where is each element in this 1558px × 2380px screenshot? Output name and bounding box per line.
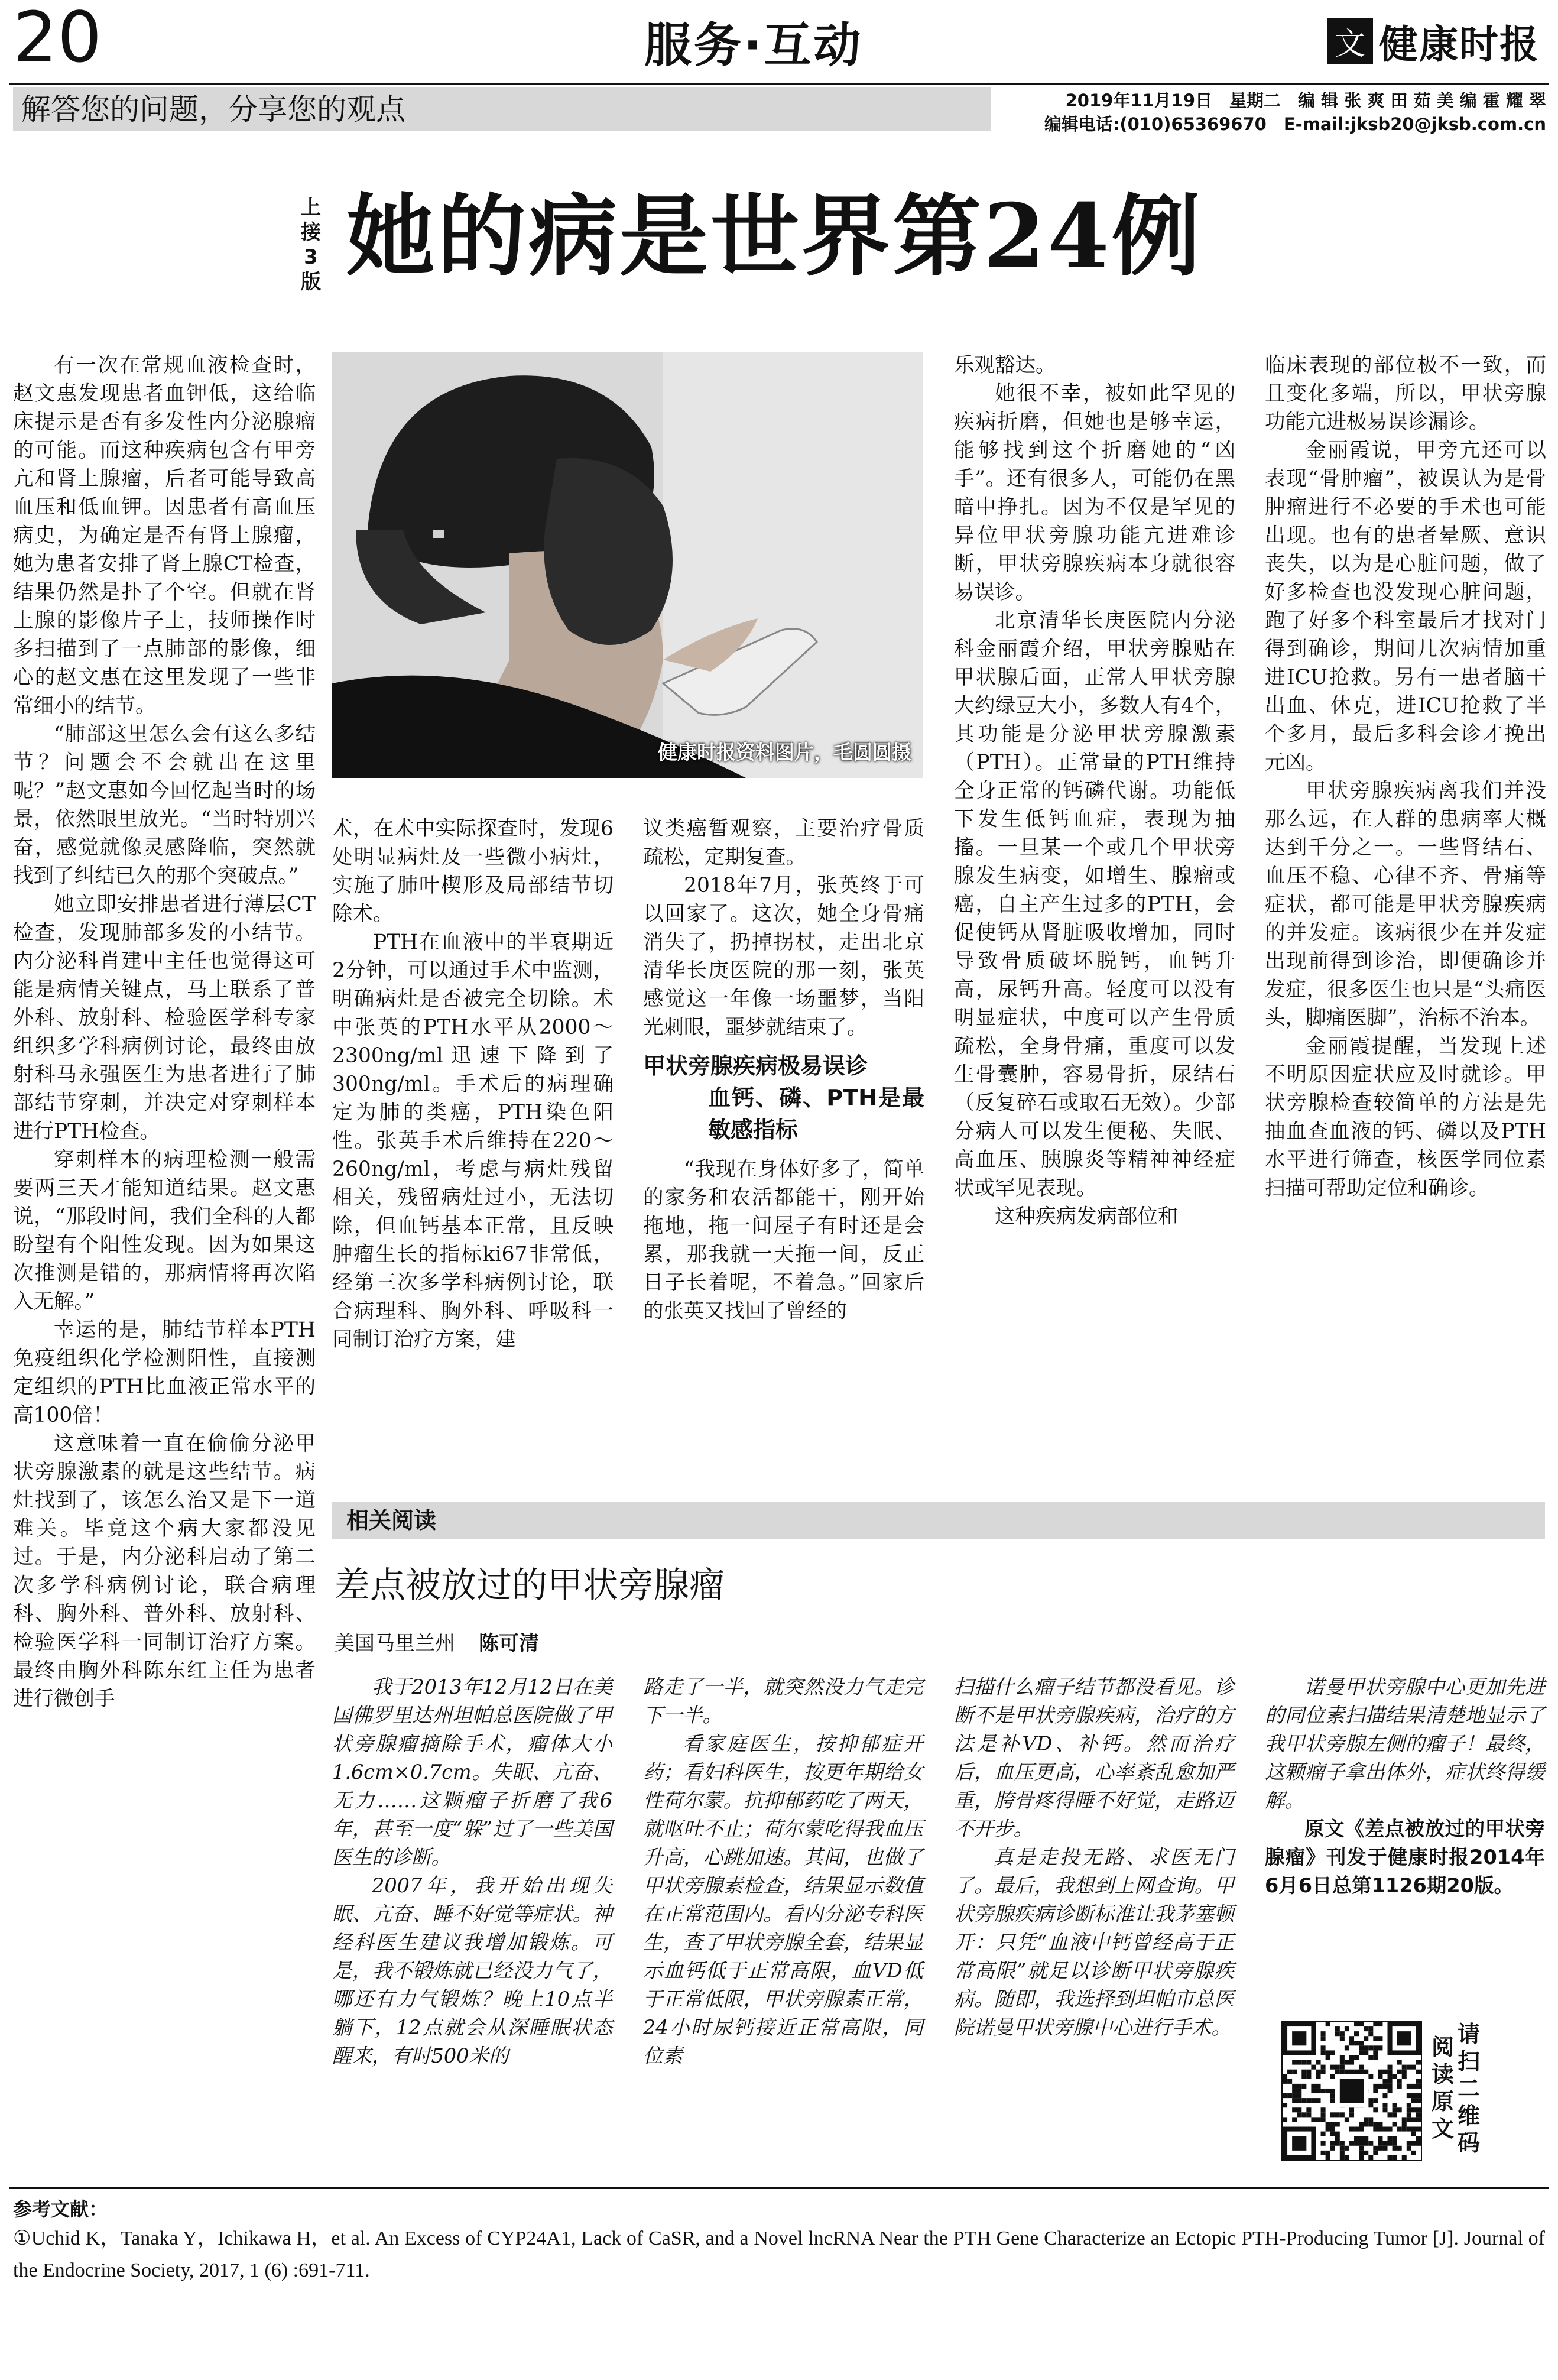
paragraph: 乐观豁达。 [954,354,1056,377]
author-name: 陈可清 [479,1632,539,1655]
contact-line: 编辑电话:(010)65369670 E-mail:jksb20@jksb.com.cn [1044,114,1546,134]
header-rule [9,83,1549,85]
related-column-2 [643,1673,923,2070]
paragraph: 甲状旁腺疾病离我们并没那么远，在人群的患病率大概达到千分之一。一些肾结石、血压不稳、心律不齐、骨痛等症状，都可能是甲状旁腺疾病的并发症。该病很少在并发症出现前得到诊治，即便确诊并发症，很多医生也只是“头痛医头，脚痛医脚”，治标不治本。 [1265,779,1546,1030]
paragraph: 2007年，我开始出现失眠、亢奋、睡不好觉等症状。神经科医生建议我增加锻炼。可是，我不锻炼就已经没力气了，哪还有力气锻炼？晚上10点半躺下，12点就会从深睡眠状态醒来，有时500米的 [332,1874,612,2067]
related-column-1 [332,1673,612,2070]
qr-label-a: 请扫二维码 [1457,2021,1480,2156]
paragraph: 诺曼甲状旁腺中心更加先进的同位素扫描结果清楚地显示了我甲状旁腺左侧的瘤子！最终，这颗瘤子拿出体外，症状终得缓解。 [1265,1675,1545,1812]
section-title: 服务·互动 [644,18,864,73]
article-subhead [643,1050,924,1146]
paragraph: PTH在血液中的半衰期近2分钟，可以通过手术中监测，明确病灶是否被完全切除。术中张英的PTH水平从2000～2300ng/ml迅速下降到了300ng/ml。手术后的病理确定为肺的类癌，PTH染色阳性。张英手术后维持在220～260ng/ml，考虑与病灶残留相关，残留病灶过小，无法切除，但血钙基本正常，且反映肿瘤生长的指标ki67非常低，经第三次多学科病例讨论，联合病理科、胸外科、呼吸科一同制订治疗方案，建 [332,930,614,1351]
qr-code-pattern [1283,2022,1421,2160]
references-text: ①Uchid K，Tanaka Y，Ichikawa H，et al. An Excess of CYP24A1, Lack of CaSR, and a Novel lncRNA Near the PTH Gene Characterize an Ectopic PTH-Producing Tumor [J]. Journal of the Endocrine Society, 2017, 1 (6) :691-711. [13,2227,1545,2281]
related-byline [335,1627,539,1656]
paragraph: 金丽霞提醒，当发现上述不明原因症状应及时就诊。甲状旁腺检查较简单的方法是先抽血查血液的钙、磷以及PTH水平进行筛查，核医学同位素扫描可帮助定位和确诊。 [1265,1035,1546,1200]
references-heading: 参考文献： [13,2198,108,2220]
article-photo [332,352,923,778]
related-column-4-text [1265,1673,1545,1815]
paragraph: “肺部这里怎么会有这么多结节？问题会不会就出在这里呢？”赵文惠如今回忆起当时的场景，依然眼里放光。“当时特别兴奋，感觉就像灵感降临，突然就找到了纠结已久的那个突破点。” [13,722,316,888]
paragraph: 路走了一半，就突然没力气走完下一半。 [643,1675,923,1727]
article-column-1 [13,351,316,1713]
paragraph: 穿刺样本的病理检测一般需要两三天才能知道结果。赵文惠说，“那段时间，我们全科的人都盼望有个阳性发现。因为如果这次推测是错的，那病情将再次陷入无解。” [13,1148,316,1314]
author-place: 美国马里兰州 [335,1632,455,1655]
headline: 她的病是世界第24例 [346,184,1203,288]
related-reading-bar [332,1502,1545,1539]
paragraph: 2018年7月，张英终于可以回家了。这次，她全身骨痛消失了，扔掉拐杖，走出北京清华长庚医院的那一刻，张英感觉这一年像一场噩梦，当阳光刺眼，噩梦就结束了。 [643,874,924,1039]
subhead-line-2: 血钙、磷、PTH是最敏感指标 [708,1085,924,1143]
paragraph: 扫描什么瘤子结节都没看见。诊断不是甲状旁腺疾病，治疗的方法是补VD、补钙。然而治疗后，血压更高，心率紊乱愈加严重，胯骨疼得睡不好觉，走路迈不开步。 [954,1675,1234,1840]
related-column-4 [1265,1673,1545,1900]
paragraph: 这种疾病发病部位和 [995,1205,1179,1228]
paragraph: 临床表现的部位极不一致，而且变化多端，所以，甲状旁腺功能亢进极易误诊漏诊。 [1265,354,1546,434]
article-column-4 [954,351,1235,1231]
paragraph: 看家庭医生，按抑郁症开药；看妇科医生，按更年期给女性荷尔蒙。抗抑郁药吃了两天，就呕吐不止；荷尔蒙吃得我血压升高，心跳加速。其间，也做了甲状旁腺素检查，结果显示数值在正常范围内。看内分泌专科医生，查了甲状旁腺全套，结果显示血钙低于正常高限，血VD低于正常低限，甲状旁腺素正常，24小时尿钙接近正常高限，同位素 [643,1732,923,2067]
paragraph: 幸运的是，肺结节样本PTH免疫组织化学检测阳性，直接测定组织的PTH比血液正常水平的高100倍！ [13,1318,316,1427]
qr-code[interactable] [1281,2021,1422,2161]
section-slogan: 解答您的问题，分享您的观点 [13,87,991,131]
photo-caption: 健康时报资料图片，毛圆圆摄 [658,741,911,764]
paragraph: 我于2013年12月12日在美国佛罗里达州坦帕总医院做了甲状旁腺瘤摘除手术，瘤体大小1.6cm×0.7cm。失眠、亢奋、无力……这颗瘤子折磨了我6年，甚至一度“躲”过了一些美国医生的诊断。 [332,1675,612,1869]
editor-info [1044,89,1546,136]
paragraph: 有一次在常规血液检查时，赵文惠发现患者血钾低，这给临床提示是否有多发性内分泌腺瘤的可能。而这种疾病包含有甲旁亢和肾上腺瘤，后者可能导致高血压和低血钾。因患者有高血压病史，为确定是否有肾上腺瘤，她为患者安排了肾上腺CT检查，结果仍然是扑了个空。但就在肾上腺的影像片子上，技师操作时多扫描到了一点肺部的影像，细心的赵文惠在这里发现了一些非常细小的结节。 [13,354,316,718]
article-column-2 [332,815,614,1354]
article-column-3-bottom [643,1155,924,1325]
paragraph: 北京清华长庚医院内分泌科金丽霞介绍，甲状旁腺贴在甲状腺后面，正常人甲状旁腺大约绿豆大小，多数人有4个，其功能是分泌甲状旁腺激素（PTH）。正常量的PTH维持全身正常的钙磷代谢。功能低下发生低钙血症，表现为抽搐。一旦某一个或几个甲状旁腺发生病变，如增生、腺瘤或癌，自主产生过多的PTH，会促使钙从肾脏吸收增加，同时导致骨质破坏脱钙，血钙升高，尿钙升高。轻度可以没有明显症状，中度可以产生骨质疏松，全身骨痛，重度可以发生骨囊肿，容易骨折，尿结石（反复碎石或取石无效）。少部分病人可以发生便秘、失眠、高血压、胰腺炎等精神神经症状或罕见表现。 [954,609,1235,1200]
subhead-line-1: 甲状旁腺疾病极易误诊 [643,1053,868,1079]
article-column-3-top [643,815,924,1042]
paragraph: 议类癌暂观察，主要治疗骨质疏松，定期复查。 [643,817,924,869]
logo-text: 健康时报 [1379,21,1540,67]
references-rule [9,2187,1549,2189]
jump-note: 上接3版 [301,196,321,294]
photo-illustration [332,352,923,778]
article-column-5 [1265,351,1546,1202]
page-number: 20 [13,0,102,78]
paragraph: 这意味着一直在偷偷分泌甲状旁腺激素的就是这些结节。病灶找到了，该怎么治又是下一道难关。毕竟这个病大家都没见过。于是，内分泌科启动了第二次多学科病例讨论，联合病理科、胸外科、普外科、放射科、检验医学科一同制订治疗方案。最终由胸外科陈东红主任为患者进行微创手 [13,1432,316,1711]
newspaper-logo [1327,13,1540,69]
logo-mark-icon: 文 [1327,18,1373,64]
related-title: 差点被放过的甲状旁腺瘤 [335,1565,725,1606]
paragraph: 她很不幸，被如此罕见的疾病折磨，但她也是够幸运，能够找到这个折磨她的“凶手”。还有很多人，可能仍在黑暗中挣扎。因为不仅是罕见的异位甲状旁腺功能亢进难诊断，甲状旁腺疾病本身就很容易误诊。 [954,382,1235,604]
paragraph: 术，在术中实际探查时，发现6处明显病灶及一些微小病灶，实施了肺叶楔形及局部结节切除术。 [332,817,614,926]
related-reading-label: 相关阅读 [346,1507,437,1533]
qr-label-b: 阅读原文 [1431,2034,1454,2142]
paragraph: “我现在身体好多了，简单的家务和农活都能干，刚开始拖地，拖一间屋子有时还是会累，那我就一天拖一间，反正日子长着呢，不着急。”回家后的张英又找回了曾经的 [643,1157,924,1323]
paragraph: 金丽霞说，甲旁亢还可以表现“骨肿瘤”，被误认为是骨肿瘤进行不必要的手术也可能出现。也有的患者晕厥、意识丧失，以为是心脏问题，做了好多检查也没发现心脏问题，跑了好多个科室最后才找对门得到确诊，期间几次病情加重进ICU抢救。另有一患者脑干出血、休克，进ICU抢救了半个多月，最后多科会诊才挽出元凶。 [1265,439,1546,774]
paragraph: 真是走投无路、求医无门了。最后，我想到上网查询。甲状旁腺疾病诊断标准让我茅塞顿开：只凭“血液中钙曾经高于正常高限”就足以诊断甲状旁腺疾病。随即，我选择到坦帕市总医院诺曼甲状旁腺中心进行手术。 [954,1846,1234,2039]
article-column-3 [643,815,924,1325]
paragraph: 她立即安排患者进行薄层CT检查，发现肺部多发的小结节。内分泌科肖建中主任也觉得这可能是病情关键点，马上联系了普外科、放射科、检验医学科专家组织多学科病例讨论，最终由放射科马永强医生为患者进行了肺部结节穿刺，并决定对穿刺样本进行PTH检查。 [13,893,316,1143]
source-note: 原文《差点被放过的甲状旁腺瘤》刊发于健康时报2014年6月6日总第1126期20版。 [1265,1817,1545,1897]
date-line: 2019年11月19日 星期二 编 辑 张 爽 田 茹 美 编 霍 耀 翠 [1065,90,1546,111]
related-column-3 [954,1673,1234,2042]
